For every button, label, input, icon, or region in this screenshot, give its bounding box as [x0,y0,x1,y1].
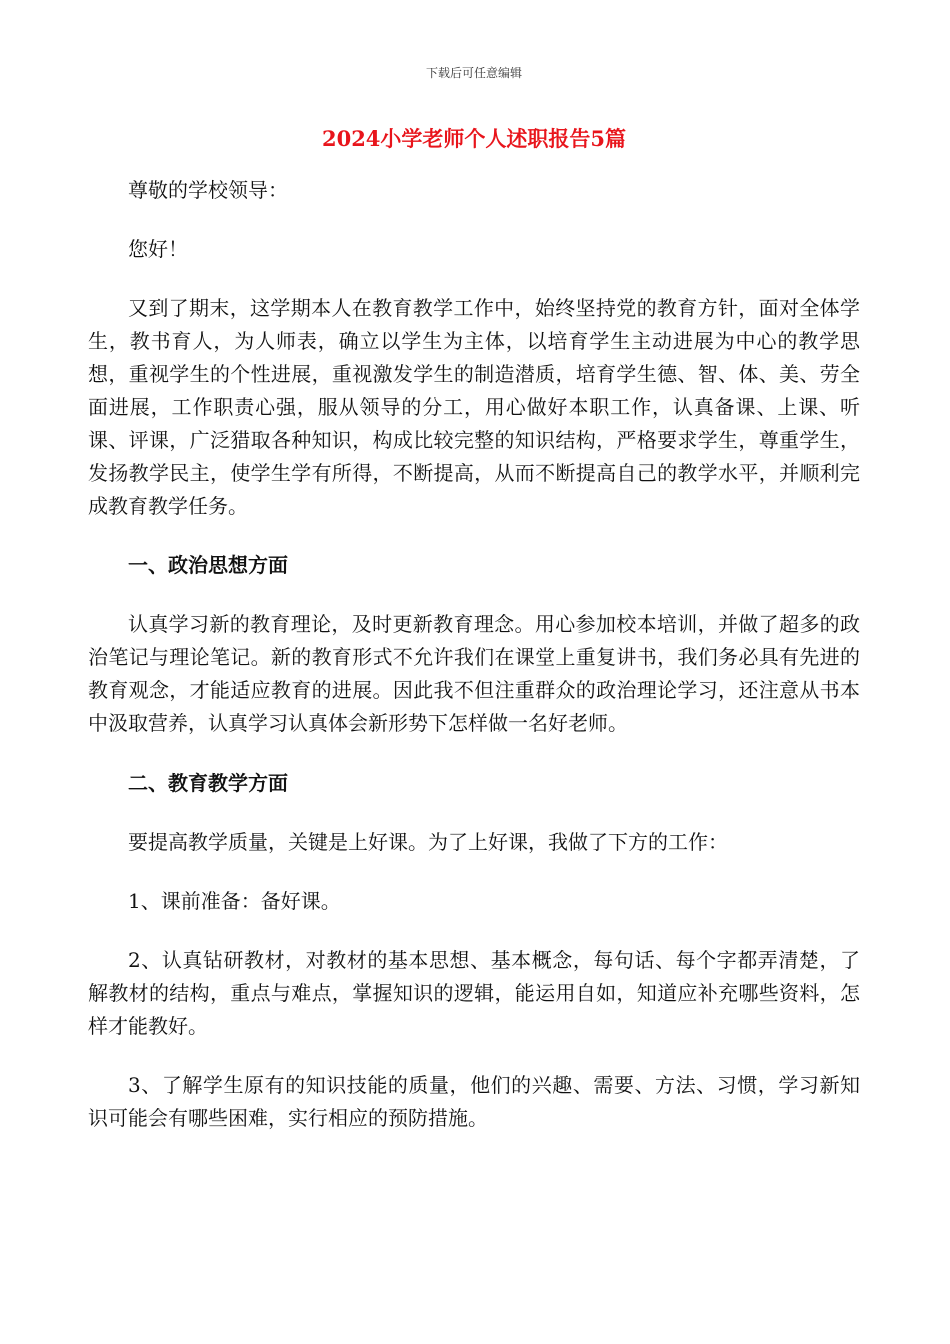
salutation: 尊敬的学校领导： [128,178,288,202]
section1-heading: 一、政治思想方面 [128,553,288,577]
greeting: 您好！ [128,237,188,261]
document-title: 2024小学老师个人述职报告5篇 [321,126,627,151]
section2-intro-paragraph: 要提高教学质量，关键是上好课。为了上好课，我做了下方的工作： [128,830,728,854]
document-body [88,152,860,1135]
intro-paragraph: 又到了期末，这学期本人在教育教学工作中，始终坚持党的教育方针，面对全体学生，教书育人，为人师表，确立以学生为主体，以培育学生主动进展为中心的教学思想，重视学生的个性进展，重视激发学生的制造潜质，培育学生德、智、体、美、劳全面进展，工作职责心强，服从领导的分工，用心做好本职工作，认真备课、上课、听课、评课，广泛猎取各种知识，构成比较完整的知识结构，严格要求学生，尊重学生，发扬教学民主，使学生学有所得，不断提高，从而不断提高自己的教学水平，并顺利完成教育教学任务。 [88,296,860,518]
list-item-3: 3、了解学生原有的知识技能的质量，他们的兴趣、需要、方法、习惯，学习新知识可能会有哪些困难，实行相应的预防措施。 [88,1073,860,1130]
header-note: 下载后可任意编辑 [425,66,522,80]
section2-heading: 二、教育教学方面 [128,771,288,795]
list-item-2: 2、认真钻研教材，对教材的基本思想、基本概念，每句话、每个字都弄清楚，了解教材的结构，重点与难点，掌握知识的逻辑，能运用自如，知道应补充哪些资料，怎样才能教好。 [88,948,860,1038]
section1-paragraph: 认真学习新的教育理论，及时更新教育理念。用心参加校本培训，并做了超多的政治笔记与理论笔记。新的教育形式不允许我们在课堂上重复讲书，我们务必具有先进的教育观念，才能适应教育的进展。因此我不但注重群众的政治理论学习，还注意从书本中汲取营养，认真学习认真体会新形势下怎样做一名好老师。 [88,612,860,735]
list-item-1: 1、课前准备：备好课。 [128,889,341,913]
